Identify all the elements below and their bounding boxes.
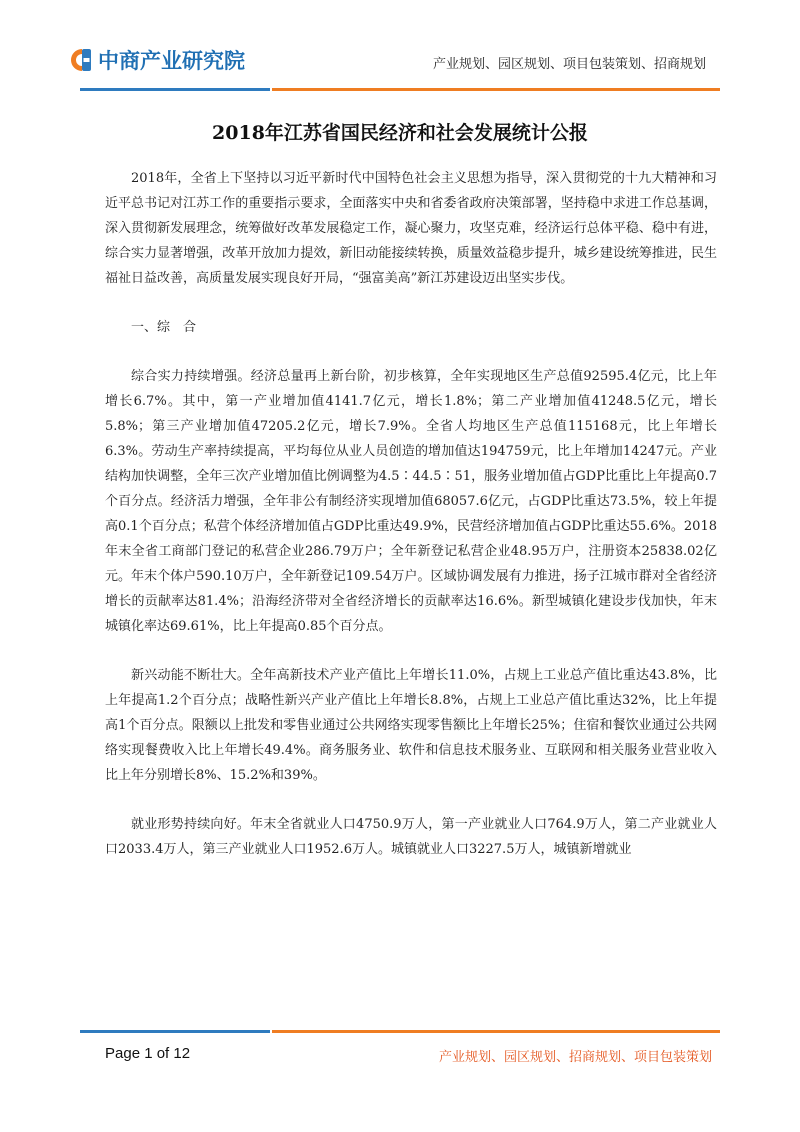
header-divider-orange xyxy=(272,88,720,91)
header-tagline: 产业规划、园区规划、项目包装策划、招商规划 xyxy=(432,57,706,72)
section-heading: 一、综 合 xyxy=(131,320,197,335)
footer-divider-blue xyxy=(80,1030,270,1033)
logo-icon xyxy=(68,47,94,73)
logo-text: 中商产业研究院 xyxy=(98,49,245,73)
footer-tagline: 产业规划、园区规划、招商规划、项目包装策划 xyxy=(438,1050,712,1065)
page-number: Page 1 of 12 xyxy=(105,1045,191,1062)
footer-divider-orange xyxy=(272,1030,720,1033)
header-divider-blue xyxy=(80,88,270,91)
company-logo xyxy=(68,44,245,76)
intro-paragraph: 2018年，全省上下坚持以习近平新时代中国特色社会主义思想为指导，深入贯彻党的十九大精神和习近平总书记对江苏工作的重要指示要求，全面落实中央和省委省政府决策部署，坚持稳中求进工作总基调，深入贯彻新发展理念，统筹做好改革发展稳定工作，凝心聚力，攻坚克难，经济运行总体平稳、稳中有进，综合实力显著增强，改革开放加力提效，新旧动能接续转换，质量效益稳步提升，城乡建设统筹推进，民生福祉日益改善，高质量发展实现良好开局，“强富美高”新江苏建设迈出坚实步伐。 xyxy=(105,171,717,286)
document-body xyxy=(105,166,717,886)
document-title: 2018年江苏省国民经济和社会发展统计公报 xyxy=(212,122,588,144)
paragraph-employment: 就业形势持续向好。年末全省就业人口4750.9万人，第一产业就业人口764.9万人，第二产业就业人口2033.4万人，第三产业就业人口1952.6万人。城镇就业人口3227.5万人，城镇新增就业 xyxy=(105,817,717,857)
paragraph-new-momentum: 新兴动能不断壮大。全年高新技术产业产值比上年增长11.0%，占规上工业总产值比重达43.8%，比上年提高1.2个百分点；战略性新兴产业产值比上年增长8.8%，占规上工业总产值比重达32%，比上年提高1个百分点。限额以上批发和零售业通过公共网络实现零售额比上年增长25%；住宿和餐饮业通过公共网络实现餐费收入比上年增长49.4%。商务服务业、软件和信息技术服务业、互联网和相关服务业营业收入比上年分别增长8%、15.2%和39%。 xyxy=(105,668,717,783)
page-header xyxy=(0,0,800,100)
paragraph-comprehensive-strength: 综合实力持续增强。经济总量再上新台阶，初步核算，全年实现地区生产总值92595.4亿元，比上年增长6.7%。其中，第一产业增加值4141.7亿元，增长1.8%；第二产业增加值41248.5亿元，增长5.8%；第三产业增加值47205.2亿元，增长7.9%。全省人均地区生产总值115168元，比上年增长6.3%。劳动生产率持续提高，平均每位从业人员创造的增加值达194759元，比上年增加14247元。产业结构加快调整，全年三次产业增加值比例调整为4.5∶44.5∶51，服务业增加值占GDP比重比上年提高0.7个百分点。经济活力增强，全年非公有制经济实现增加值68057.6亿元，占GDP比重达73.5%，较上年提高0.1个百分点；私营个体经济增加值占GDP比重达49.9%，民营经济增加值占GDP比重达55.6%。2018年末全省工商部门登记的私营企业286.79万户；全年新登记私营企业48.95万户，注册资本25838.02亿元。年末个体户590.10万户，全年新登记109.54万户。区域协调发展有力推进，扬子江城市群对全省经济增长的贡献率达81.4%；沿海经济带对全省经济增长的贡献率达16.6%。新型城镇化建设步伐加快，年末城镇化率达69.61%，比上年提高0.85个百分点。 xyxy=(105,369,717,634)
